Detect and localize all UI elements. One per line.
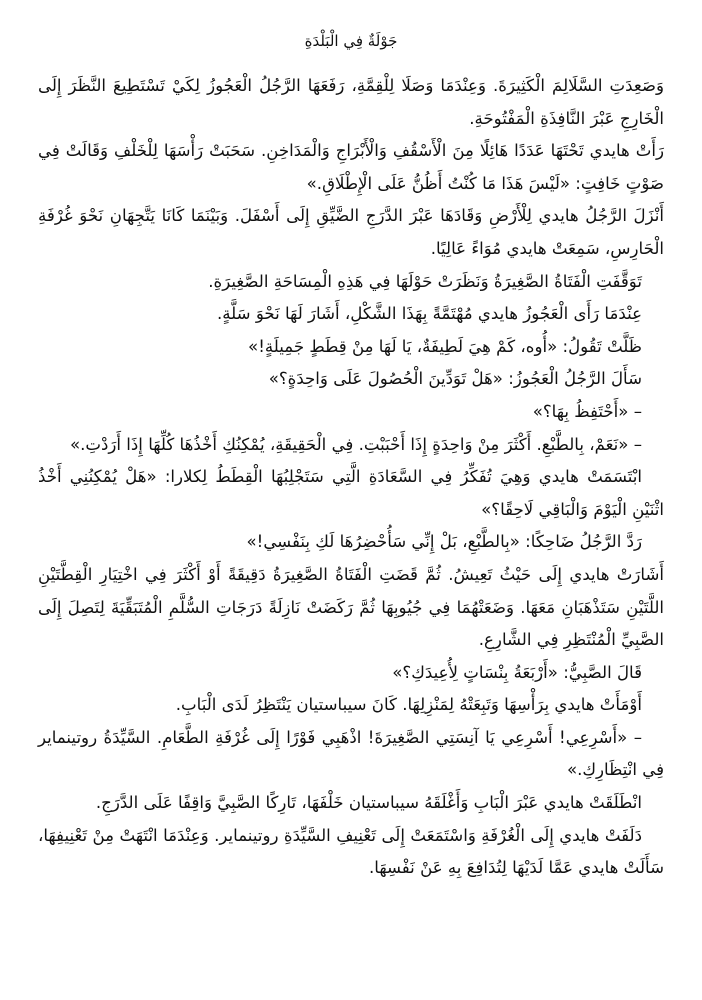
dialogue-line: – «أَسْرِعِي! أَسْرِعِي يَا آنِسَتِي الصَّغِيرَةَ! اذْهَبِي فَوْرًا إِلَى غُرْفَةِ الطَّعَامِ. السَّيِّدَةُ روتينماير فِي انْتِظَارِكِ.» xyxy=(38,727,664,780)
paragraph: ظَلَّتْ تَقُولُ: «أُوه، كَمْ هِيَ لَطِيفَةٌ، يَا لَهَا مِنْ قِطَطٍ جَمِيلَةٍ!» xyxy=(248,336,642,356)
paragraph: أَوْمَأَتْ هايدي بِرَأْسِهَا وَتَبِعَتْهُ لِمَنْزِلِهَا. كَانَ سيباستيان يَنْتَظِرُ لَدَى الْبَابِ. xyxy=(175,695,642,715)
paragraph: قَالَ الصَّبِيُّ: «أَرْبَعَةُ بِنْسَاتٍ لِأُعِيدَكِ؟» xyxy=(392,662,642,682)
dialogue-line: – «أَحْتَفِظُ بِهَا؟» xyxy=(532,401,642,421)
chapter-body xyxy=(38,70,664,885)
dialogue-line: – «نَعَمْ، بِالطَّبْعِ. أَكْثَرَ مِنْ وَاحِدَةٍ إِذَا أَحْبَبْتِ. فِي الْحَقِيقَةِ، يُمْكِنُكِ أَخْذُهَا كُلِّهَا إِذَا أَرَدْتِ.» xyxy=(69,434,642,454)
paragraph: رَدَّ الرَّجُلُ ضَاحِكًا: «بِالطَّبْعِ، بَلْ إِنِّي سَأُحْضِرُهَا لَكِ بِنَفْسِي!» xyxy=(246,532,642,552)
paragraph: انْطَلَقَتْ هايدي عَبْرَ الْبَابِ وَأَغْلَقَهُ سيباستيان خَلْفَهَا، تَارِكًا الصَّبِيَّ وَاقِفًا عَلَى الدَّرَجِ. xyxy=(95,793,642,813)
paragraph: وَصَعِدَتِ السَّلَالِمَ الْكَثِيرَةَ. وَعِنْدَمَا وَصَلَا لِلْقِمَّةِ، رَفَعَهَا الرَّجُلُ الْعَجُوزُ لِكَيْ تَسْتَطِيعَ النَّظَرَ إِلَى الْخَارِجِ عَبْرَ النَّافِذَةِ الْمَفْتُوحَةِ. xyxy=(38,76,664,128)
paragraph: أَشَارَتْ هايدي إِلَى حَيْثُ تَعِيشُ. ثُمَّ قَضَتِ الْفَتَاةُ الصَّغِيرَةُ دَقِيقَةً أَوْ أَكْثَرَ فِي اخْتِيَارِ الْقِطَّتَيْنِ اللَّتَيْنِ سَتَذْهَبَانِ مَعَهَا. وَضَعَتْهُمَا فِي جُيُوبِهَا ثُمَّ رَكَضَتْ نَازِلَةً دَرَجَاتِ السُّلَّمِ الْمُتَبَقِّيَةَ لِتَصِلَ إِلَى الصَّبِيِّ الْمُنْتَظِرِ فِي الشَّارِعِ. xyxy=(38,564,664,650)
paragraph: رَأَتْ هايدي تَحْتَهَا عَدَدًا هَائِلًا مِنَ الْأَسْقُفِ وَالْأَبْرَاجِ وَالْمَدَاخِنِ. سَحَبَتْ رَأْسَهَا لِلْخَلْفِ وَقَالَتْ فِي صَوْتٍ خَافِتٍ: «لَيْسَ هَذَا مَا كُنْتُ أَظُنُّ عَلَى الْإِطْلَاقِ.» xyxy=(38,141,664,193)
paragraph: عِنْدَمَا رَأَى الْعَجُوزُ هايدي مُهْتَمَّةً بِهَذَا الشَّكْلِ، أَشَارَ لَهَا نَحْوَ سَلَّةٍ. xyxy=(216,304,642,324)
paragraph: سَأَلَ الرَّجُلُ الْعَجُوزُ: «هَلْ تَوَدِّينَ الْحُصُولَ عَلَى وَاحِدَةٍ؟» xyxy=(268,369,642,389)
paragraph: تَوَقَّفَتِ الْفَتَاةُ الصَّغِيرَةُ وَنَظَرَتْ حَوْلَهَا فِي هَذِهِ الْمِسَاحَةِ الصَّغِيرَةِ. xyxy=(208,271,642,291)
paragraph: أَنْزَلَ الرَّجُلُ هايدي لِلْأَرْضِ وَقَادَهَا عَبْرَ الدَّرَجِ الضَّيِّقِ إِلَى أَسْفَلَ. وَبَيْنَمَا كَانَا يَتَّجِهَانِ نَحْوَ غُرْفَةِ الْحَارِسِ، سَمِعَتْ هايدي مُوَاءً عَالِيًا. xyxy=(38,206,664,258)
paragraph: دَلَفَتْ هايدي إِلَى الْغُرْفَةِ وَاسْتَمَعَتْ إِلَى تَعْنِيفِ السَّيِّدَةِ روتينماير. وَعِنْدَمَا انْتَهَتْ مِنْ تَعْنِيفِهَا، سَأَلَتْ هايدي عَمَّا لَدَيْهَا لِتُدَافِعَ بِهِ عَنْ نَفْسِهَا. xyxy=(38,825,664,878)
paragraph: ابْتَسَمَتْ هايدي وَهِيَ تُفَكِّرُ فِي السَّعَادَةِ الَّتِي سَتَجْلِبُهَا الْقِطَطُ لِكلارا: «هَلْ يُمْكِنُنِي أَخْذُ اثْنَيْنِ الْيَوْمَ وَالْبَاقِي لَاحِقًا؟» xyxy=(38,467,664,519)
chapter-title: جَوْلَةٌ فِي الْبَلْدَةِ xyxy=(304,32,398,50)
